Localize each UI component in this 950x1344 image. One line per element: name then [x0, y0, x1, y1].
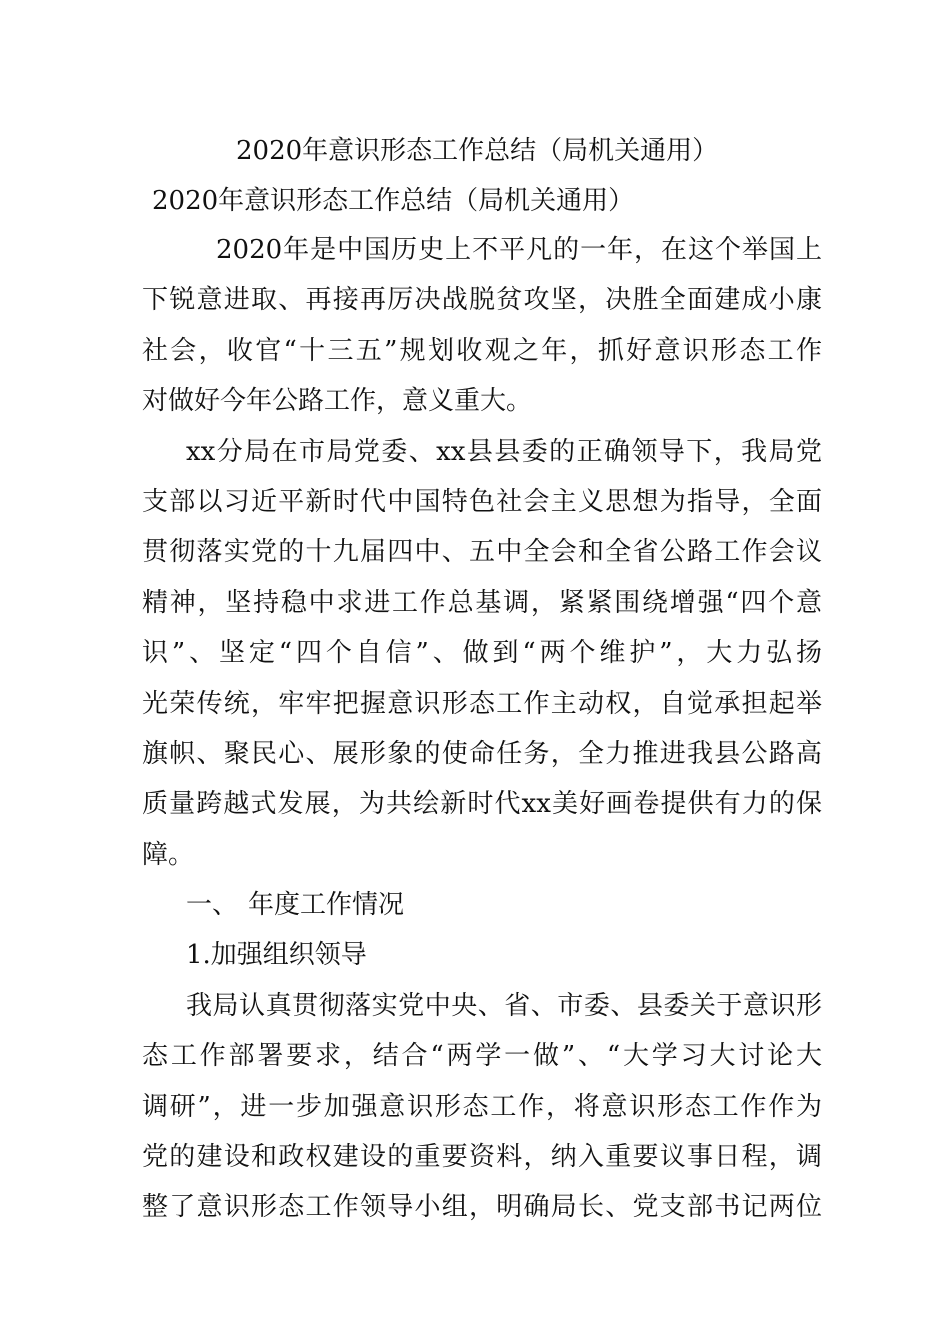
paragraph-line: 态工作部署要求，结合“两学一做”、“大学习大讨论大 — [142, 1041, 822, 1072]
paragraph-line: 对做好今年公路工作，意义重大。 — [142, 386, 533, 417]
paragraph-line: 社会，收官“十三五”规划收观之年，抓好意识形态工作 — [142, 335, 822, 366]
document-title: 2020年意识形态工作总结（局机关通用） — [236, 136, 719, 166]
paragraph-line: xx分局在市局党委、xx县县委的正确领导下，我局党 — [186, 436, 822, 467]
section-heading — [142, 880, 822, 930]
paragraph-line: 2020年是中国历史上不平凡的一年，在这个举国上 — [216, 235, 822, 265]
paragraph-line: 党的建设和政权建设的重要资料，纳入重要议事日程，调 — [142, 1142, 822, 1173]
paragraph-line: 整了意识形态工作领导小组，明确局长、党支部书记两位 — [142, 1192, 822, 1223]
section-label: 年度工作情况 — [248, 890, 405, 921]
section-number: 一、 — [186, 890, 239, 921]
paragraph-line: 识”、坚定“四个自信”、做到“两个维护”，大力弘扬 — [142, 638, 822, 669]
paragraph-line: 光荣传统，牢牢把握意识形态工作主动权，自觉承担起举 — [142, 688, 822, 719]
paragraph-line: 质量跨越式发展，为共绘新时代xx美好画卷提供有力的保 — [142, 789, 822, 820]
paragraph-line: 我局认真贯彻落实党中央、省、市委、县委关于意识形 — [186, 990, 822, 1021]
paragraph-line: 精神，坚持稳中求进工作总基调，紧紧围绕增强“四个意 — [142, 587, 822, 618]
paragraph-line: 贯彻落实党的十九届四中、五中全会和全省公路工作会议 — [142, 537, 822, 568]
document-body — [142, 225, 822, 1233]
paragraph-line: 下锐意进取、再接再厉决战脱贫攻坚，决胜全面建成小康 — [142, 285, 822, 316]
paragraph-line: 调研”，进一步加强意识形态工作，将意识形态工作作为 — [142, 1091, 822, 1122]
paragraph-line: 支部以习近平新时代中国特色社会主义思想为指导，全面 — [142, 486, 822, 517]
paragraph-line: 障。 — [142, 839, 195, 870]
paragraph-line: 旗帜、聚民心、展形象的使命任务，全力推进我县公路高 — [142, 738, 822, 769]
subsection-heading: 1.加强组织领导 — [186, 940, 367, 971]
document-subtitle: 2020年意识形态工作总结（局机关通用） — [152, 186, 635, 216]
